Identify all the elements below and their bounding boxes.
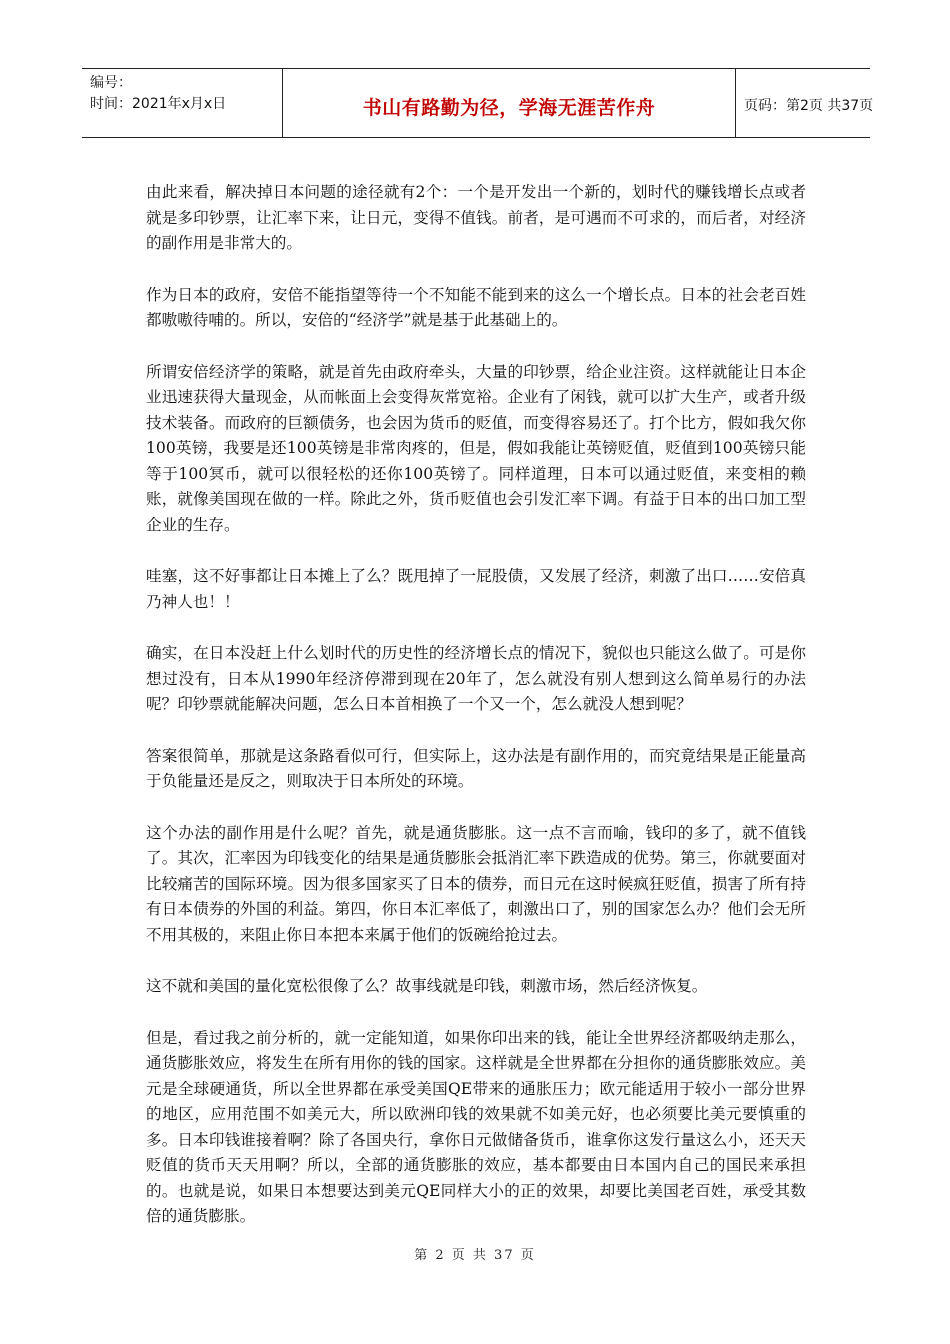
paragraph: 答案很简单，那就是这条路看似可行，但实际上，这办法是有副作用的，而究竟结果是正能量高于负能量还是反之，则取决于日本所处的环境。 [146,746,806,790]
paragraph: 所谓安倍经济学的策略，就是首先由政府牵头，大量的印钞票，给企业注资。这样就能让日本企业迅速获得大量现金，从而帐面上会变得灰常宽裕。企业有了闲钱，就可以扩大生产，或者升级技术装备。而政府的巨额债务，也会因为货币的贬值，而变得容易还了。打个比方，假如我欠你100英镑，我要是还100英镑是非常肉疼的，但是，假如我能让英镑贬值，贬值到100英镑只能等于100冥币，就可以很轻松的还你100英镑了。同样道理，日本可以通过贬值，来变相的赖账，就像美国现在做的一样。除此之外，货币贬值也会引发汇率下调。有益于日本的出口加工型企业的生存。 [146,362,806,534]
page-header [82,68,874,138]
paragraph: 作为日本的政府，安倍不能指望等待一个不知能不能到来的这么一个增长点。日本的社会老百姓都嗷嗷待哺的。所以，安倍的“经济学”就是基于此基础上的。 [146,285,806,329]
header-motto-cell [283,69,736,137]
document-body [146,180,806,1256]
header-page-cell [736,69,874,137]
page-footer: 第 2 页 共 37 页 [414,1248,536,1263]
paragraph: 这不就和美国的量化宽松很像了么？故事线就是印钱，刺激市场，然后经济恢复。 [146,977,708,995]
header-meta-cell [82,69,283,137]
header-motto: 书山有路勤为径，学海无涯苦作舟 [362,97,656,119]
header-page-info: 页码：第2页 共37页 [744,98,874,114]
paragraph: 但是，看过我之前分析的，就一定能知道，如果你印出来的钱，能让全世界经济都吸纳走那么，通货膨胀效应，将发生在所有用你的钱的国家。这样就是全世界都在分担你的通货膨胀效应。美元是全球硬通货，所以全世界都在承受美国QE带来的通胀压力；欧元能适用于较小一部分世界的地区，应用范围不如美元大，所以欧洲印钱的效果就不如美元好，也必须要比美元要慎重的多。日本印钱谁接着啊？除了各国央行，拿你日元做储备货币，谁拿你这发行量这么小，还天天贬值的货币天天用啊？所以，全部的通货膨胀的效应，基本都要由日本国内自己的国民来承担的。也就是说，如果日本想要达到美元QE同样大小的正的效果，却要比美国老百姓，承受其数倍的通货膨胀。 [146,1028,806,1225]
paragraph: 由此来看，解决掉日本问题的途径就有2个：一个是开发出一个新的，划时代的赚钱增长点或者就是多印钞票，让汇率下来，让日元，变得不值钱。前者，是可遇而不可求的，而后者，对经济的副作用是非常大的。 [146,183,806,252]
paragraph: 确实，在日本没赶上什么划时代的历史性的经济增长点的情况下，貌似也只能这么做了。可是你想过没有，日本从1990年经济停滞到现在20年了，怎么就没有别人想到这么简单易行的办法呢？印钞票就能解决问题，怎么日本首相换了一个又一个，怎么就没人想到呢？ [146,644,806,713]
document-number-label: 编号： [90,75,132,91]
paragraph: 哇塞，这不好事都让日本摊上了么？既甩掉了一屁股债，又发展了经济，刺激了出口……安倍真乃神人也！！ [146,567,806,611]
paragraph: 这个办法的副作用是什么呢？首先，就是通货膨胀。这一点不言而喻，钱印的多了，就不值钱了。其次，汇率因为印钱变化的结果是通货膨胀会抵消汇率下跌造成的优势。第三，你就要面对比较痛苦的国际环境。因为很多国家买了日本的债券，而日元在这时候疯狂贬值，损害了所有持有日本债券的外国的利益。第四，你日本汇率低了，刺激出口了，别的国家怎么办？他们会无所不用其极的，来阻止你日本把本来属于他们的饭碗给抢过去。 [146,823,806,944]
document-date-label: 时间：2021年x月x日 [90,96,227,112]
